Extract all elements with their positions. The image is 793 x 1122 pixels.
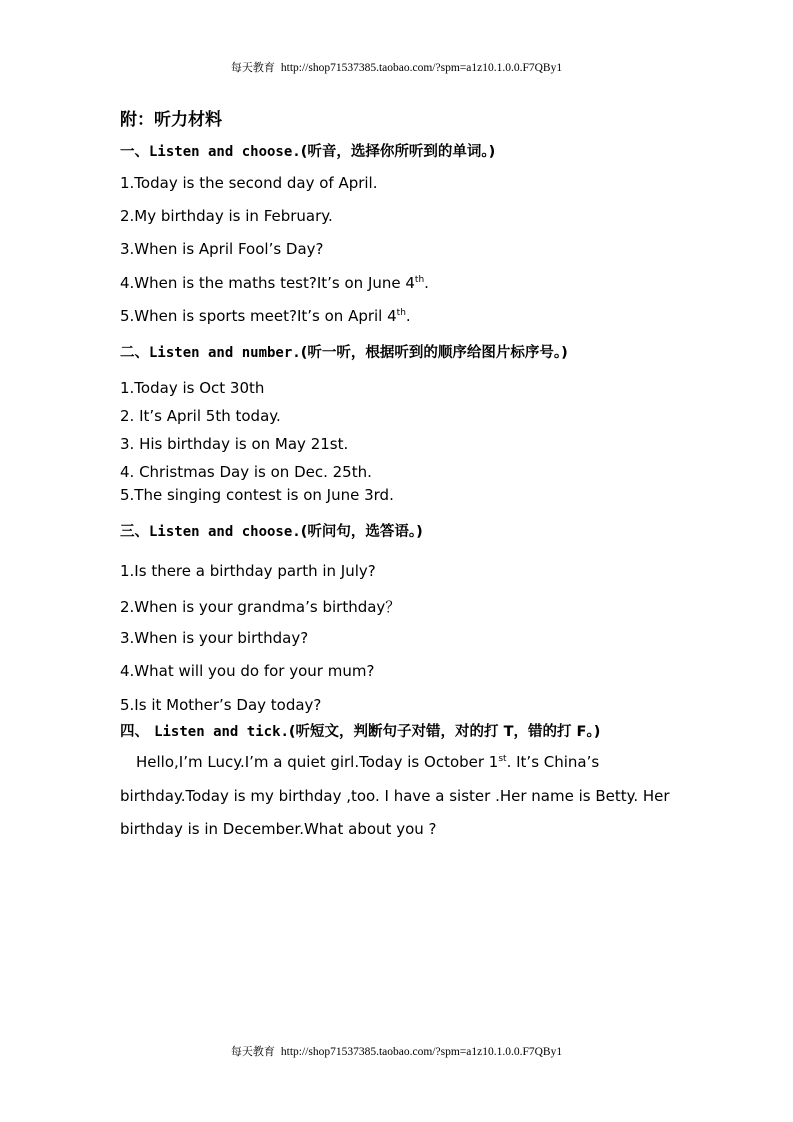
- section4-title-cn: (听短文，判断句子对错，对的打 T，错的打 F。): [288, 724, 601, 740]
- section1-item-1: 1.Today is the second day of April.: [120, 174, 378, 192]
- section3-item-4: 4.What will you do for your mum?: [120, 662, 375, 680]
- section4-num: 四、: [120, 724, 155, 740]
- section1-title-cn: (听音，选择你所听到的单词。): [300, 144, 496, 160]
- section1-item-4-text: 4.When is the maths test?It’s on June 4: [120, 274, 415, 292]
- section3-title-en: Listen and choose.: [149, 524, 301, 540]
- section1-item-4-sup: th: [414, 275, 425, 285]
- section2-num: 二、: [120, 345, 149, 361]
- passage-line-1-sup: st: [498, 754, 507, 764]
- section3-num: 三、: [120, 524, 149, 540]
- section1-heading: [120, 140, 495, 161]
- section1-item-5-end: .: [405, 307, 411, 325]
- section2-item-1: 1.Today is Oct 30th: [120, 379, 265, 397]
- passage-line-2: birthday.Today is my birthday ,too. I have a sister .Her name is Betty. Her: [120, 787, 670, 805]
- page-title: 附：听力材料: [120, 110, 222, 130]
- footer-brand: 每天教育: [230, 1045, 275, 1058]
- section3-item-2: 2.When is your grandma’s birthday？: [120, 598, 401, 616]
- section1-item-5: [120, 307, 411, 325]
- section3-title-cn: (听问句，选答语。): [300, 524, 423, 540]
- section2-item-3: 3. His birthday is on May 21st.: [120, 435, 349, 453]
- section1-item-5-text: 5.When is sports meet?It’s on April 4: [120, 307, 397, 325]
- section3-item-5: 5.Is it Mother’s Day today?: [120, 696, 322, 714]
- section1-item-2: 2.My birthday is in February.: [120, 207, 333, 225]
- section4-title-en: Listen and tick.: [154, 724, 289, 740]
- section1-item-5-sup: th: [396, 308, 406, 318]
- section2-item-5: 5.The singing contest is on June 3rd.: [120, 486, 394, 504]
- footer-url[interactable]: http://shop71537385.taobao.com/?spm=a1z10.1.0.0.F7QBy1: [280, 1046, 563, 1058]
- section1-item-4-end: .: [424, 274, 429, 292]
- section3-item-1: 1.Is there a birthday parth in July?: [120, 562, 376, 580]
- section4-heading: [120, 720, 600, 741]
- section1-item-3: 3.When is April Fool’s Day?: [120, 240, 324, 258]
- passage-line-1: [136, 753, 599, 771]
- section1-item-4: [120, 274, 429, 292]
- section3-heading: [120, 520, 423, 541]
- page-footer: [0, 1043, 793, 1059]
- section1-num: 一、: [120, 144, 149, 160]
- page-header: [0, 59, 793, 75]
- section2-title-cn: (听一听，根据听到的顺序给图片标序号。): [300, 345, 568, 361]
- section1-title-en: Listen and choose.: [149, 144, 301, 160]
- passage-line-3: birthday is in December.What about you ?: [120, 820, 437, 838]
- header-url[interactable]: http://shop71537385.taobao.com/?spm=a1z10.1.0.0.F7QBy1: [280, 62, 563, 74]
- passage-line-1-b: . It’s China’s: [506, 753, 600, 771]
- section2-title-en: Listen and number.: [149, 345, 301, 361]
- section2-item-4: 4. Christmas Day is on Dec. 25th.: [120, 463, 372, 481]
- section3-item-3: 3.When is your birthday?: [120, 629, 309, 647]
- header-brand: 每天教育: [230, 61, 275, 74]
- section2-heading: [120, 341, 568, 362]
- section2-item-2: 2. It’s April 5th today.: [120, 407, 281, 425]
- passage-line-1-a: Hello,I’m Lucy.I’m a quiet girl.Today is October 1: [136, 753, 499, 771]
